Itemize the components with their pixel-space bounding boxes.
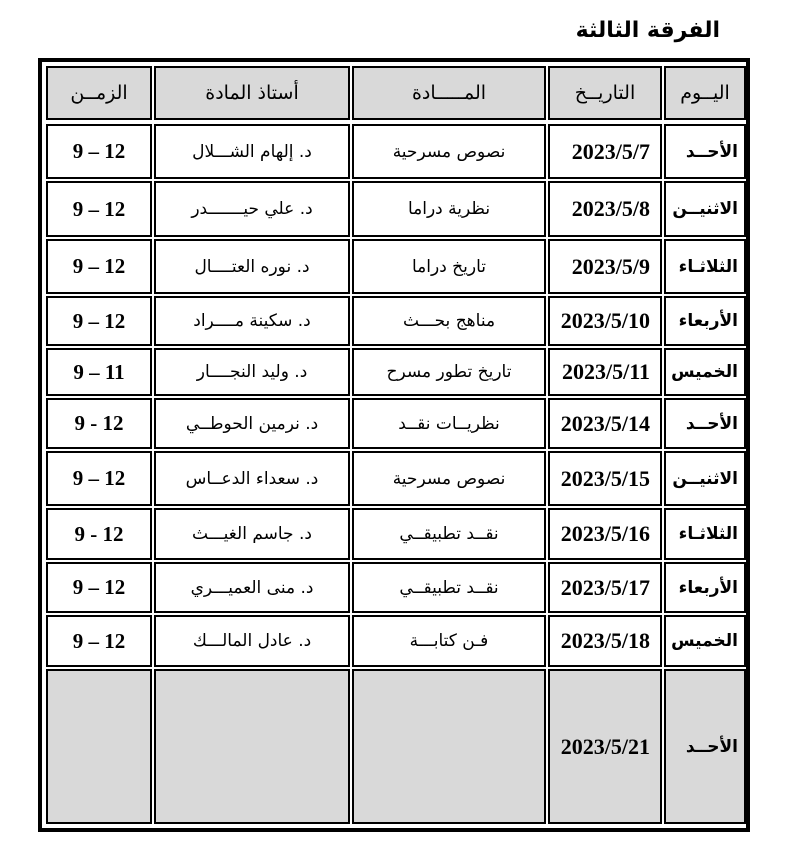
- cell-subject: نظريــات نقــد: [352, 398, 546, 449]
- cell-day: الأحــد: [664, 124, 746, 179]
- cell-subject: نظرية دراما: [352, 181, 546, 237]
- cell-teacher: د. نرمين الحوطــي: [154, 398, 350, 449]
- cell-date: 2023/5/18: [548, 615, 662, 667]
- header-day: اليــوم: [664, 66, 746, 120]
- schedule-table: [38, 58, 750, 832]
- cell-day: الثلاثـاء: [664, 239, 746, 294]
- cell-teacher: د. علي حيـــــــدر: [154, 181, 350, 237]
- cell-day: الأربعاء: [664, 296, 746, 346]
- cell-time: 9 – 12: [46, 562, 152, 613]
- page-title: الفرقة الثالثة: [575, 18, 720, 43]
- cell-date: 2023/5/16: [548, 508, 662, 560]
- cell-day: الخميس: [664, 615, 746, 667]
- cell-subject: تاريخ تطور مسرح: [352, 348, 546, 396]
- cell-date: 2023/5/7: [548, 124, 662, 179]
- cell-day: الأحــد: [664, 398, 746, 449]
- cell-subject: نقــد تطبيقــي: [352, 562, 546, 613]
- cell-subject: نصوص مسرحية: [352, 124, 546, 179]
- cell-date: 2023/5/8: [548, 181, 662, 237]
- cell-teacher: د. نوره العتــــال: [154, 239, 350, 294]
- cell-day: الخميس: [664, 348, 746, 396]
- cell-date: 2023/5/15: [548, 451, 662, 506]
- cell-time: [46, 669, 152, 824]
- header-teacher: أستاذ المادة: [154, 66, 350, 120]
- cell-teacher: د. عادل المالـــك: [154, 615, 350, 667]
- cell-subject: فـن كتابـــة: [352, 615, 546, 667]
- cell-time: 9 – 12: [46, 181, 152, 237]
- cell-time: 9 – 12: [46, 615, 152, 667]
- cell-teacher: د. سكينة مــــراد: [154, 296, 350, 346]
- cell-subject: تاريخ دراما: [352, 239, 546, 294]
- cell-subject: نقــد تطبيقــي: [352, 508, 546, 560]
- cell-date: 2023/5/17: [548, 562, 662, 613]
- cell-day: الأربعاء: [664, 562, 746, 613]
- cell-subject: مناهج بحـــث: [352, 296, 546, 346]
- header-time: الزمــن: [46, 66, 152, 120]
- cell-date: 2023/5/11: [548, 348, 662, 396]
- header-subject: المـــــادة: [352, 66, 546, 120]
- cell-subject: نصوص مسرحية: [352, 451, 546, 506]
- cell-date: 2023/5/14: [548, 398, 662, 449]
- cell-teacher: د. سعداء الدعــاس: [154, 451, 350, 506]
- cell-teacher: [154, 669, 350, 824]
- cell-time: 9 – 12: [46, 451, 152, 506]
- cell-teacher: د. وليد النجــــار: [154, 348, 350, 396]
- header-date: التاريــخ: [548, 66, 662, 120]
- cell-time: 9 - 12: [46, 398, 152, 449]
- cell-teacher: د. جاسم الغيـــث: [154, 508, 350, 560]
- cell-day: الاثنيــن: [664, 451, 746, 506]
- cell-teacher: د. منى العميـــري: [154, 562, 350, 613]
- cell-date: 2023/5/9: [548, 239, 662, 294]
- cell-time: 9 – 12: [46, 239, 152, 294]
- cell-teacher: د. إلهام الشـــلال: [154, 124, 350, 179]
- cell-time: 9 – 12: [46, 296, 152, 346]
- cell-day: الأحــد: [664, 669, 746, 824]
- cell-time: 9 – 12: [46, 124, 152, 179]
- cell-day: الاثنيــن: [664, 181, 746, 237]
- cell-day: الثلاثـاء: [664, 508, 746, 560]
- cell-date: 2023/5/10: [548, 296, 662, 346]
- cell-time: 9 – 11: [46, 348, 152, 396]
- cell-time: 9 - 12: [46, 508, 152, 560]
- cell-date: 2023/5/21: [548, 669, 662, 824]
- cell-subject: [352, 669, 546, 824]
